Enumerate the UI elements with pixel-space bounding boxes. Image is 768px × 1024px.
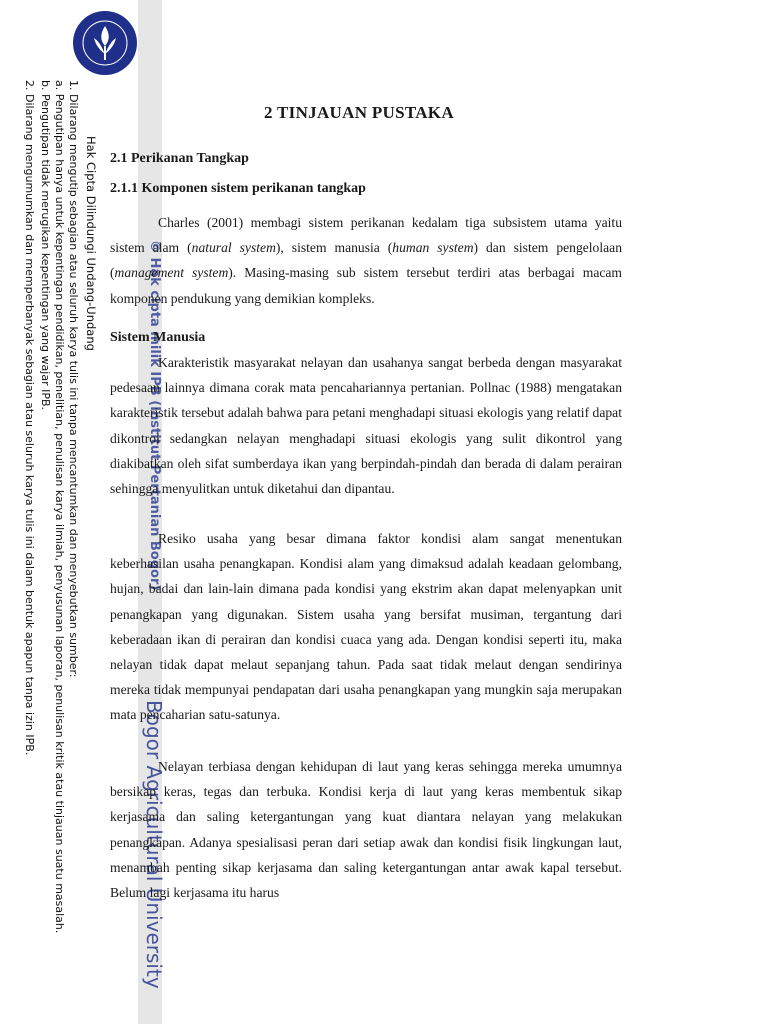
- law-item-1a: a. Pengutipan hanya untuk kepentingan pendidikan, penelitian, penulisan karya ilmiah, penyusunan laporan, penulisan kritik atau tinjauan suatu masalah.: [53, 80, 66, 934]
- law-item-1b: b. Pengutipan tidak merugikan kepentingan yang wajar IPB.: [39, 80, 52, 411]
- paragraph-charles: Charles (2001) membagi sistem perikanan kedalam tiga subsistem utama yaitu sistem alam (natural system), sistem manusia (human system) dan sistem pengelolaan (management system). Masing-masing sub sistem tersebut terdiri atas berbagai macam komponen pendukung yang demikian kompleks.: [110, 215, 622, 306]
- section-heading-2-1: 2.1 Perikanan Tangkap: [110, 151, 249, 166]
- section-heading-2-1-1: 2.1.1 Komponen sistem perikanan tangkap: [110, 181, 366, 196]
- law-item-2: 2. Dilarang mengumumkan dan memperbanyak sebagian atau seluruh karya tulis ini dalam bentuk apapun tanpa izin IPB.: [23, 80, 36, 756]
- paragraph-karakteristik: Karakteristik masyarakat nelayan dan usahanya sangat berbeda dengan masyarakat pedesaan lainnya dimana corak mata pencahariannya pertanian. Pollnac (1988) mengatakan karakteristik tersebut adalah bahwa para petani menghadapi situasi ekologis yang relatif dapat dikontrol sedangkan nelayan menghadapi situasi ekologis yang sulit dikontrol yang diakibatkan oleh sifat sumberdaya ikan yang berpindah-pindah dan berada di dalam perairan sehingga menyulitkan untuk diketahui dan dipantau.: [110, 355, 622, 497]
- ipb-logo: [72, 10, 138, 76]
- law-item-1: 1. Dilarang mengutip sebagian atau seluruh karya tulis ini tanpa mencantumkan dan menyebutkan sumber:: [67, 80, 80, 678]
- copyright-watermark: © Hak cipta milik IPB (Institut Pertanian Bogor): [147, 240, 162, 591]
- law-title: Hak Cipta Dilindungi Undang-Undang: [84, 136, 98, 351]
- paragraph-nelayan: Nelayan terbiasa dengan kehidupan di laut yang keras sehingga mereka umumnya bersikap keras, tegas dan terbuka. Kondisi kerja di laut yang keras membentuk sikap kerjasama dan saling ketergantungan yang kuat diantara nelayan yang melakukan penangkapan. Adanya spesialisasi peran dari setiap awak dan kondisi fisik lingkungan laut, menambah penting sikap kerjasama dan saling ketergantungan antar awak kapal tersebut. Belum lagi kerjasama itu harus: [110, 759, 622, 901]
- university-watermark: Bogor Agricultural University: [142, 700, 166, 989]
- paragraph-resiko: Resiko usaha yang besar dimana faktor kondisi alam sangat menentukan keberhasilan usaha penangkapan. Kondisi alam yang dimaksud adalah keadaan gelombang, hujan, badai dan lain-lain dimana pada kondisi yang ekstrim akan dapat melenyapkan unit penangkapan yang digunakan. Sistem usaha yang bersifat musiman, tergantung dari keberadaan ikan di perairan dan kondisi cuaca yang ada. Dengan kondisi seperti itu, maka nelayan tidak dapat melaut sepanjang tahun. Pada saat tidak melaut dengan sendirinya mereka tidak mempunyai pendapatan dari usaha penangkapan yang mungkin saja merupakan mata pencaharian satu-satunya.: [110, 531, 622, 723]
- chapter-title: 2 TINJAUAN PUSTAKA: [264, 103, 454, 122]
- subheading-sistem-manusia: Sistem Manusia: [110, 330, 206, 345]
